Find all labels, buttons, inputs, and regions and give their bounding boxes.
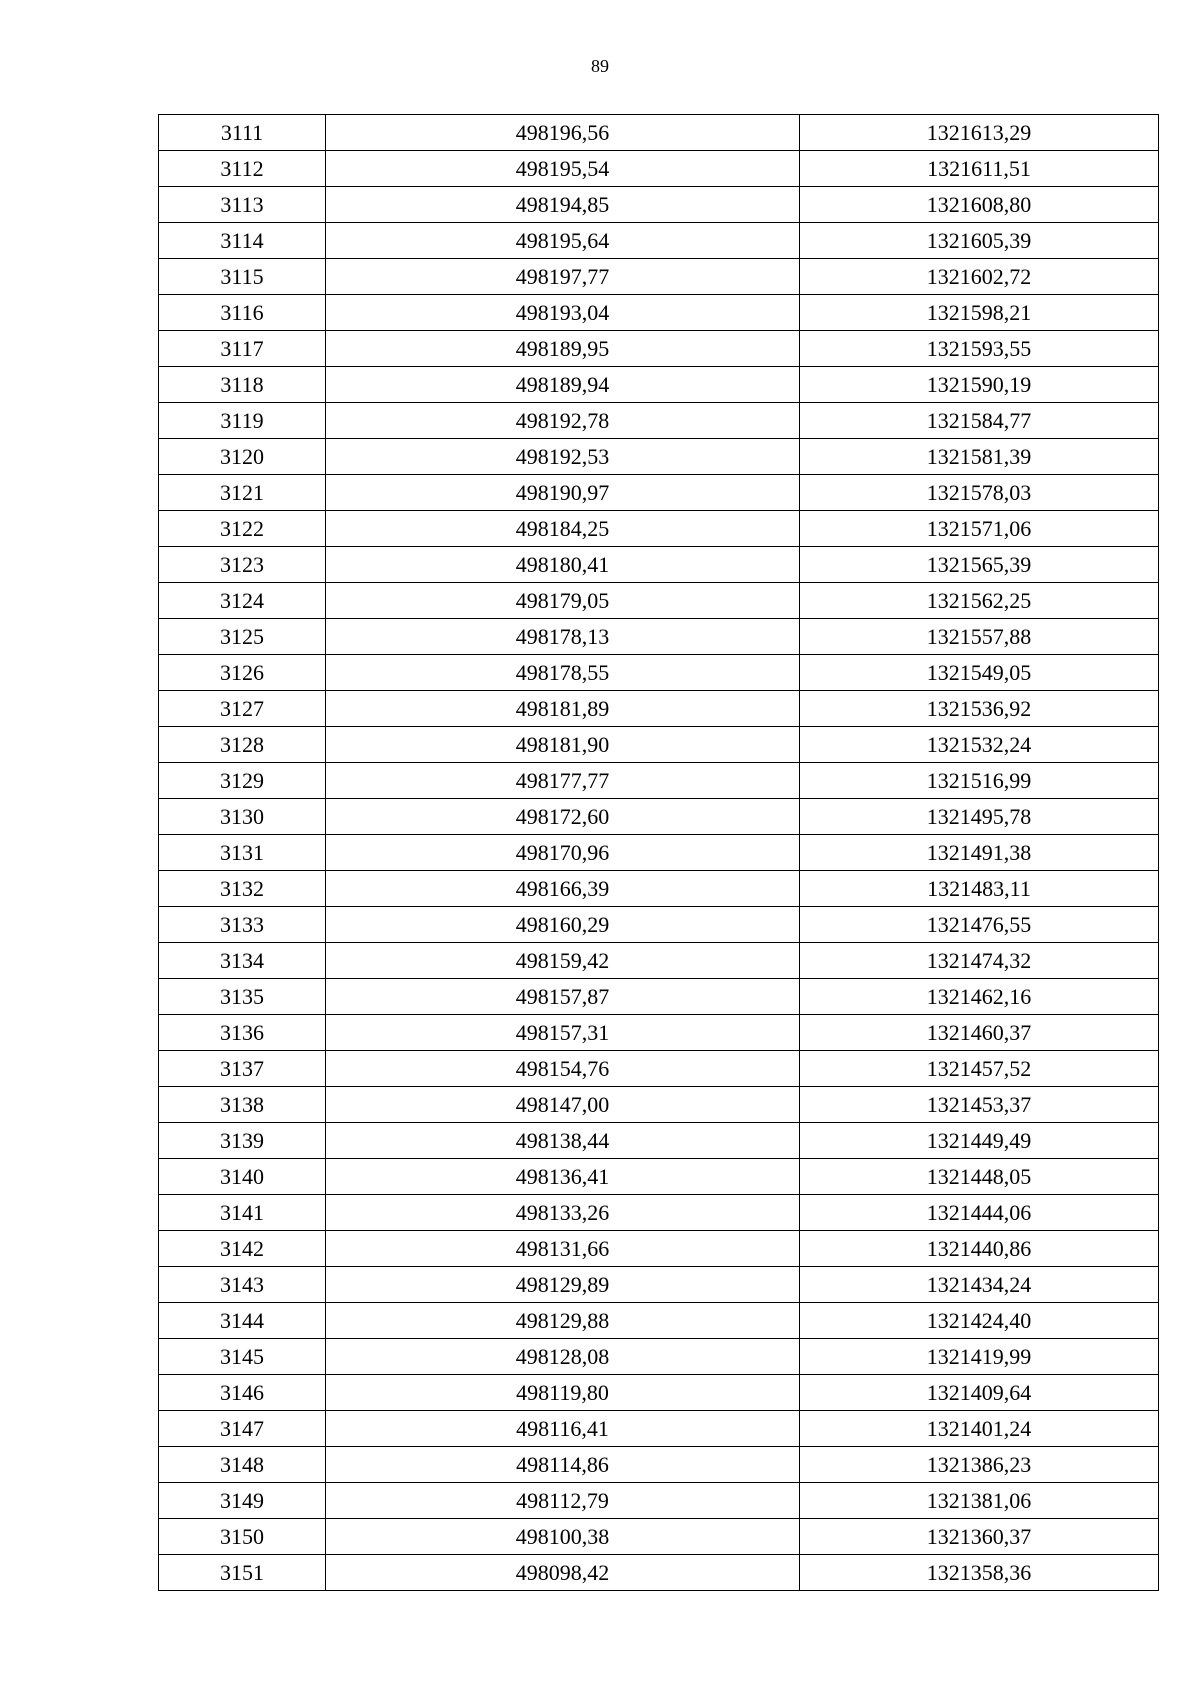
point-number-cell: 3148 (159, 1447, 326, 1483)
y-coordinate-cell: 1321448,05 (800, 1159, 1159, 1195)
table-row (159, 1195, 1159, 1231)
x-coordinate-cell: 498129,88 (326, 1303, 800, 1339)
x-coordinate-cell: 498100,38 (326, 1519, 800, 1555)
table-row (159, 1087, 1159, 1123)
table-row (159, 691, 1159, 727)
x-coordinate-cell: 498131,66 (326, 1231, 800, 1267)
y-coordinate-cell: 1321483,11 (800, 871, 1159, 907)
table-row (159, 583, 1159, 619)
point-number-cell: 3142 (159, 1231, 326, 1267)
y-coordinate-cell: 1321578,03 (800, 475, 1159, 511)
y-coordinate-cell: 1321453,37 (800, 1087, 1159, 1123)
x-coordinate-cell: 498157,31 (326, 1015, 800, 1051)
x-coordinate-cell: 498193,04 (326, 295, 800, 331)
y-coordinate-cell: 1321611,51 (800, 151, 1159, 187)
table-row (159, 331, 1159, 367)
point-number-cell: 3117 (159, 331, 326, 367)
table-row (159, 1159, 1159, 1195)
y-coordinate-cell: 1321536,92 (800, 691, 1159, 727)
y-coordinate-cell: 1321532,24 (800, 727, 1159, 763)
x-coordinate-cell: 498196,56 (326, 115, 800, 151)
x-coordinate-cell: 498098,42 (326, 1555, 800, 1591)
table-row (159, 547, 1159, 583)
table-row (159, 187, 1159, 223)
table-row (159, 835, 1159, 871)
point-number-cell: 3136 (159, 1015, 326, 1051)
x-coordinate-cell: 498192,53 (326, 439, 800, 475)
y-coordinate-cell: 1321360,37 (800, 1519, 1159, 1555)
table-row (159, 439, 1159, 475)
y-coordinate-cell: 1321401,24 (800, 1411, 1159, 1447)
x-coordinate-cell: 498128,08 (326, 1339, 800, 1375)
x-coordinate-cell: 498189,95 (326, 331, 800, 367)
point-number-cell: 3116 (159, 295, 326, 331)
table-row (159, 1447, 1159, 1483)
point-number-cell: 3114 (159, 223, 326, 259)
y-coordinate-cell: 1321613,29 (800, 115, 1159, 151)
y-coordinate-cell: 1321424,40 (800, 1303, 1159, 1339)
point-number-cell: 3147 (159, 1411, 326, 1447)
point-number-cell: 3133 (159, 907, 326, 943)
point-number-cell: 3121 (159, 475, 326, 511)
x-coordinate-cell: 498112,79 (326, 1483, 800, 1519)
x-coordinate-cell: 498129,89 (326, 1267, 800, 1303)
table-row (159, 799, 1159, 835)
table-row (159, 619, 1159, 655)
x-coordinate-cell: 498159,42 (326, 943, 800, 979)
point-number-cell: 3149 (159, 1483, 326, 1519)
point-number-cell: 3135 (159, 979, 326, 1015)
table-row (159, 979, 1159, 1015)
table-row (159, 367, 1159, 403)
x-coordinate-cell: 498184,25 (326, 511, 800, 547)
table-row (159, 727, 1159, 763)
table-row (159, 871, 1159, 907)
x-coordinate-cell: 498179,05 (326, 583, 800, 619)
point-number-cell: 3132 (159, 871, 326, 907)
x-coordinate-cell: 498189,94 (326, 367, 800, 403)
table-row (159, 1015, 1159, 1051)
x-coordinate-cell: 498195,54 (326, 151, 800, 187)
table-row (159, 1519, 1159, 1555)
y-coordinate-cell: 1321434,24 (800, 1267, 1159, 1303)
point-number-cell: 3129 (159, 763, 326, 799)
table-row (159, 1375, 1159, 1411)
y-coordinate-cell: 1321460,37 (800, 1015, 1159, 1051)
y-coordinate-cell: 1321495,78 (800, 799, 1159, 835)
x-coordinate-cell: 498181,90 (326, 727, 800, 763)
x-coordinate-cell: 498177,77 (326, 763, 800, 799)
point-number-cell: 3120 (159, 439, 326, 475)
point-number-cell: 3128 (159, 727, 326, 763)
x-coordinate-cell: 498119,80 (326, 1375, 800, 1411)
x-coordinate-cell: 498136,41 (326, 1159, 800, 1195)
x-coordinate-cell: 498194,85 (326, 187, 800, 223)
x-coordinate-cell: 498172,60 (326, 799, 800, 835)
y-coordinate-cell: 1321476,55 (800, 907, 1159, 943)
table-row (159, 511, 1159, 547)
y-coordinate-cell: 1321457,52 (800, 1051, 1159, 1087)
y-coordinate-cell: 1321409,64 (800, 1375, 1159, 1411)
x-coordinate-cell: 498192,78 (326, 403, 800, 439)
y-coordinate-cell: 1321419,99 (800, 1339, 1159, 1375)
page-number: 89 (591, 56, 609, 76)
y-coordinate-cell: 1321565,39 (800, 547, 1159, 583)
x-coordinate-cell: 498195,64 (326, 223, 800, 259)
table-row (159, 1411, 1159, 1447)
y-coordinate-cell: 1321581,39 (800, 439, 1159, 475)
x-coordinate-cell: 498181,89 (326, 691, 800, 727)
x-coordinate-cell: 498114,86 (326, 1447, 800, 1483)
y-coordinate-cell: 1321598,21 (800, 295, 1159, 331)
table-row (159, 1555, 1159, 1591)
y-coordinate-cell: 1321549,05 (800, 655, 1159, 691)
point-number-cell: 3143 (159, 1267, 326, 1303)
point-number-cell: 3126 (159, 655, 326, 691)
y-coordinate-cell: 1321440,86 (800, 1231, 1159, 1267)
y-coordinate-cell: 1321608,80 (800, 187, 1159, 223)
table-row (159, 151, 1159, 187)
point-number-cell: 3137 (159, 1051, 326, 1087)
point-number-cell: 3139 (159, 1123, 326, 1159)
point-number-cell: 3151 (159, 1555, 326, 1591)
x-coordinate-cell: 498180,41 (326, 547, 800, 583)
x-coordinate-cell: 498116,41 (326, 1411, 800, 1447)
x-coordinate-cell: 498147,00 (326, 1087, 800, 1123)
y-coordinate-cell: 1321562,25 (800, 583, 1159, 619)
table-row (159, 1267, 1159, 1303)
table-row (159, 259, 1159, 295)
x-coordinate-cell: 498178,55 (326, 655, 800, 691)
y-coordinate-cell: 1321593,55 (800, 331, 1159, 367)
x-coordinate-cell: 498178,13 (326, 619, 800, 655)
table-row (159, 763, 1159, 799)
table-row (159, 1339, 1159, 1375)
y-coordinate-cell: 1321516,99 (800, 763, 1159, 799)
table-row (159, 403, 1159, 439)
y-coordinate-cell: 1321381,06 (800, 1483, 1159, 1519)
point-number-cell: 3138 (159, 1087, 326, 1123)
table-row (159, 1123, 1159, 1159)
point-number-cell: 3119 (159, 403, 326, 439)
y-coordinate-cell: 1321590,19 (800, 367, 1159, 403)
point-number-cell: 3127 (159, 691, 326, 727)
x-coordinate-cell: 498154,76 (326, 1051, 800, 1087)
point-number-cell: 3115 (159, 259, 326, 295)
table-row (159, 655, 1159, 691)
y-coordinate-cell: 1321444,06 (800, 1195, 1159, 1231)
x-coordinate-cell: 498157,87 (326, 979, 800, 1015)
point-number-cell: 3122 (159, 511, 326, 547)
point-number-cell: 3125 (159, 619, 326, 655)
point-number-cell: 3112 (159, 151, 326, 187)
y-coordinate-cell: 1321462,16 (800, 979, 1159, 1015)
x-coordinate-cell: 498170,96 (326, 835, 800, 871)
y-coordinate-cell: 1321474,32 (800, 943, 1159, 979)
point-number-cell: 3145 (159, 1339, 326, 1375)
table-row (159, 475, 1159, 511)
y-coordinate-cell: 1321449,49 (800, 1123, 1159, 1159)
point-number-cell: 3146 (159, 1375, 326, 1411)
x-coordinate-cell: 498197,77 (326, 259, 800, 295)
x-coordinate-cell: 498138,44 (326, 1123, 800, 1159)
point-number-cell: 3150 (159, 1519, 326, 1555)
y-coordinate-cell: 1321491,38 (800, 835, 1159, 871)
table-row (159, 1303, 1159, 1339)
point-number-cell: 3111 (159, 115, 326, 151)
point-number-cell: 3144 (159, 1303, 326, 1339)
x-coordinate-cell: 498166,39 (326, 871, 800, 907)
point-number-cell: 3130 (159, 799, 326, 835)
point-number-cell: 3141 (159, 1195, 326, 1231)
y-coordinate-cell: 1321557,88 (800, 619, 1159, 655)
table-row (159, 115, 1159, 151)
table-row (159, 907, 1159, 943)
table-row (159, 1231, 1159, 1267)
y-coordinate-cell: 1321358,36 (800, 1555, 1159, 1591)
point-number-cell: 3123 (159, 547, 326, 583)
y-coordinate-cell: 1321602,72 (800, 259, 1159, 295)
x-coordinate-cell: 498160,29 (326, 907, 800, 943)
x-coordinate-cell: 498133,26 (326, 1195, 800, 1231)
point-number-cell: 3140 (159, 1159, 326, 1195)
y-coordinate-cell: 1321386,23 (800, 1447, 1159, 1483)
y-coordinate-cell: 1321584,77 (800, 403, 1159, 439)
point-number-cell: 3118 (159, 367, 326, 403)
table-row (159, 1051, 1159, 1087)
y-coordinate-cell: 1321605,39 (800, 223, 1159, 259)
table-row (159, 223, 1159, 259)
point-number-cell: 3134 (159, 943, 326, 979)
y-coordinate-cell: 1321571,06 (800, 511, 1159, 547)
point-number-cell: 3113 (159, 187, 326, 223)
point-number-cell: 3124 (159, 583, 326, 619)
point-number-cell: 3131 (159, 835, 326, 871)
coordinates-table-body (159, 115, 1159, 1591)
table-row (159, 943, 1159, 979)
x-coordinate-cell: 498190,97 (326, 475, 800, 511)
table-row (159, 295, 1159, 331)
coordinates-table (158, 114, 1159, 1591)
table-row (159, 1483, 1159, 1519)
